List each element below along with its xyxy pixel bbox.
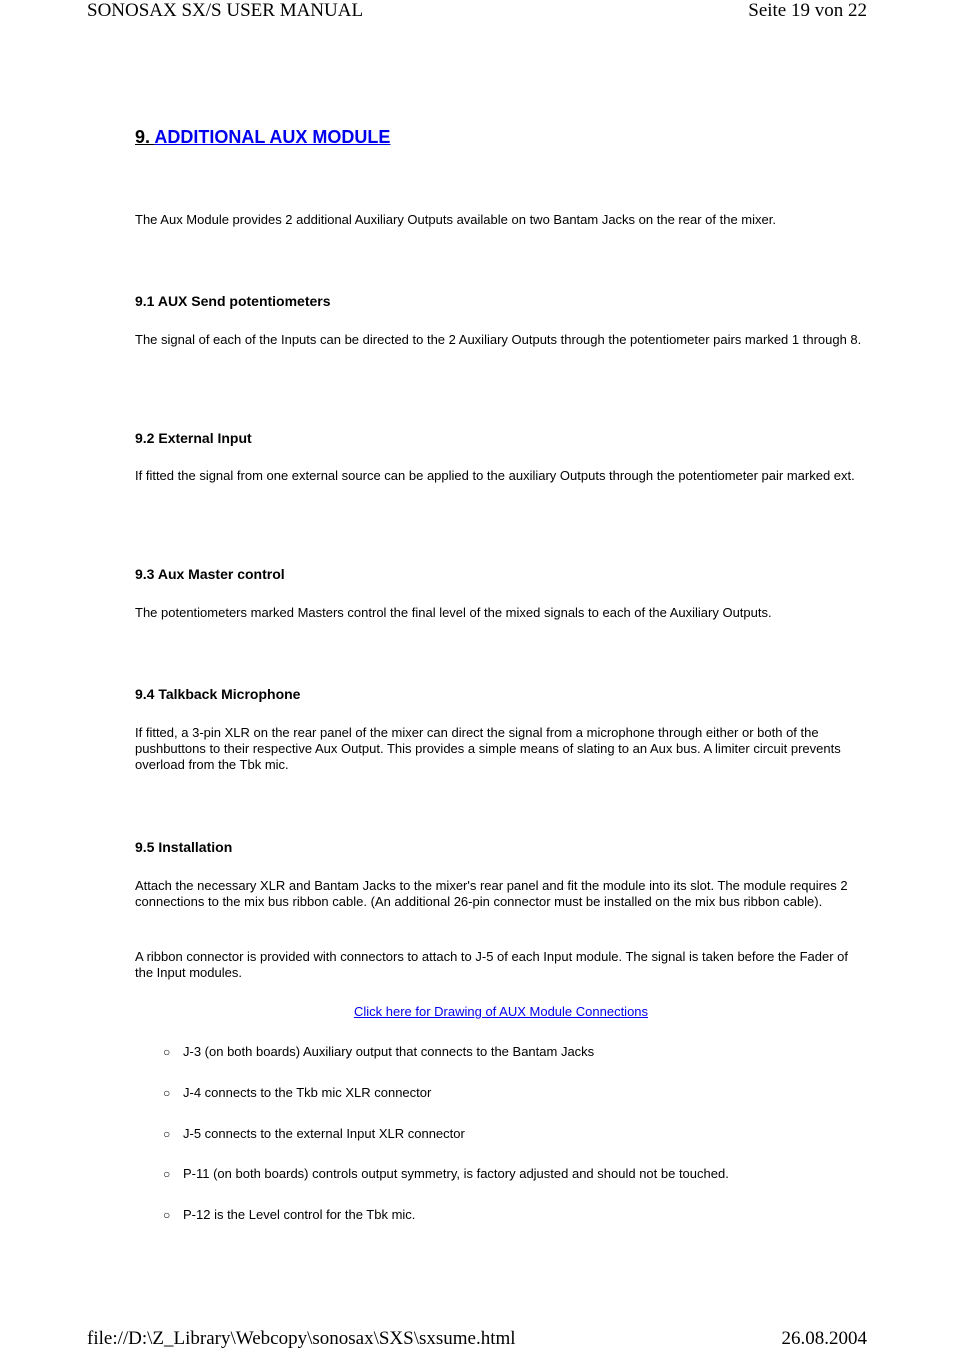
section-number: 9. — [135, 127, 155, 147]
list-item-text: J-3 (on both boards) Auxiliary output that connects to the Bantam Jacks — [183, 1044, 595, 1059]
footer-date: 26.08.2004 — [781, 1328, 867, 1349]
list-item — [163, 1044, 863, 1060]
subsection-9-1-text: The signal of each of the Inputs can be directed to the 2 Auxiliary Outputs through the potentiometer pairs marked 1 through 8. — [135, 332, 862, 347]
bullet-circle-icon: ○ — [163, 1208, 171, 1222]
subsection-9-5-text-2: A ribbon connector is provided with connectors to attach to J-5 of each Input module. The signal is taken before the Fader of the Input modules. — [135, 949, 849, 980]
subsection-9-2-title: 9.2 External Input — [135, 430, 252, 446]
page-number: Seite 19 von 22 — [748, 0, 867, 21]
list-item-text: P-12 is the Level control for the Tbk mic. — [183, 1207, 416, 1222]
section-title-link[interactable]: ADDITIONAL AUX MODULE — [154, 127, 391, 147]
bullet-circle-icon: ○ — [163, 1045, 171, 1059]
subsection-9-4-title: 9.4 Talkback Microphone — [135, 686, 301, 702]
list-item-text: J-5 connects to the external Input XLR connector — [183, 1126, 465, 1141]
subsection-9-5-title: 9.5 Installation — [135, 839, 233, 855]
header-title: SONOSAX SX/S USER MANUAL — [87, 0, 364, 21]
page-footer — [87, 1328, 867, 1350]
list-item-text: J-4 connects to the Tkb mic XLR connector — [183, 1085, 432, 1100]
bullet-circle-icon: ○ — [163, 1167, 171, 1181]
intro-paragraph: The Aux Module provides 2 additional Auxiliary Outputs available on two Bantam Jacks on the rear of the mixer. — [135, 212, 776, 227]
subsection-9-5-text-1: Attach the necessary XLR and Bantam Jacks to the mixer's rear panel and fit the module into its slot. The module requires 2 connections to the mix bus ribbon cable. (An additional 26-pin connector must be installed on the mix bus ribbon cable). — [135, 878, 848, 909]
bullet-circle-icon: ○ — [163, 1086, 171, 1100]
bullet-circle-icon: ○ — [163, 1127, 171, 1141]
list-item — [163, 1166, 863, 1182]
drawing-link[interactable]: Click here for Drawing of AUX Module Connections — [353, 1004, 649, 1019]
page-header — [87, 0, 867, 22]
subsection-9-4-text: If fitted, a 3-pin XLR on the rear panel of the mixer can direct the signal from a microphone through either or both of the pushbuttons to their respective Aux Output. This provides a simple means of slating to an Aux bus. A limiter circuit prevents overload from the Tbk mic. — [135, 725, 841, 772]
subsection-9-3-text: The potentiometers marked Masters control the final level of the mixed signals to each of the Auxiliary Outputs. — [135, 605, 772, 620]
section-heading — [135, 126, 867, 148]
subsection-9-3-title: 9.3 Aux Master control — [135, 566, 285, 582]
subsection-9-2-text: If fitted the signal from one external source can be applied to the auxiliary Outputs through the potentiometer pair marked ext. — [135, 468, 855, 483]
list-item — [163, 1126, 863, 1142]
list-item — [163, 1085, 863, 1101]
list-item-text: P-11 (on both boards) controls output symmetry, is factory adjusted and should not be touched. — [183, 1166, 729, 1181]
list-item — [163, 1207, 863, 1223]
footer-file-path: file://D:\Z_Library\Webcopy\sonosax\SXS\sxsume.html — [87, 1328, 516, 1349]
subsection-9-1-title: 9.1 AUX Send potentiometers — [135, 293, 331, 309]
